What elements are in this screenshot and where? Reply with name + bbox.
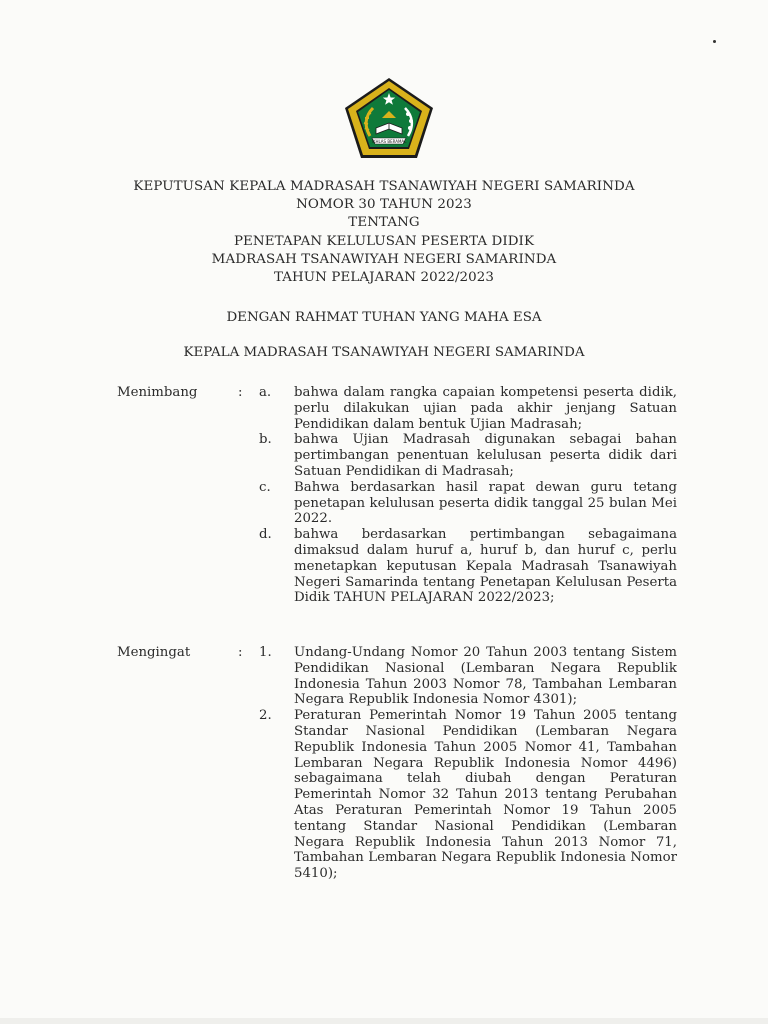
list-item <box>117 708 677 882</box>
decree-title-block <box>40 178 728 287</box>
item-text: Undang-Undang Nomor 20 Tahun 2003 tentang Sistem Pendidikan Nasional (Lembaran Negara Republik Indonesia Tahun 2003 Nomor 78, Tambahan Lembaran Negara Republik Indonesia Nomor 4301); <box>294 645 677 708</box>
scan-speck <box>713 40 716 43</box>
item-text: bahwa Ujian Madrasah digunakan sebagai bahan pertimbangan penentuan kelulusan peserta didik dari Satuan Pendidikan di Madrasah; <box>294 432 677 479</box>
ministry-emblem-icon <box>342 76 436 160</box>
item-marker: a. <box>259 385 272 400</box>
decree-subject: PENETAPAN KELULUSAN PESERTA DIDIK <box>233 233 535 249</box>
section-label: Menimbang <box>117 385 198 400</box>
list-item <box>117 645 677 708</box>
decree-number: NOMOR 30 TAHUN 2023 <box>296 197 472 213</box>
decree-title: KEPUTUSAN KEPALA MADRASAH TSANAWIYAH NEGERI SAMARINDA <box>133 179 635 194</box>
list-item <box>117 385 677 432</box>
item-marker: 1. <box>259 645 272 660</box>
mengingat-section <box>117 645 677 882</box>
decree-academic-year: TAHUN PELAJARAN 2022/2023 <box>273 270 495 286</box>
item-text: Peraturan Pemerintah Nomor 19 Tahun 2005 tentang Standar Nasional Pendidikan (Lembaran Negara Republik Indonesia Tahun 2005 Nomor 41, Tambahan Lembaran Negara Republik Indonesia Nomor 4496) sebagaimana telah diubah dengan Peraturan Pemerintah Nomor 32 Tahun 2013 tentang Perubahan Atas Peraturan Pemerintah Nomor 19 Tahun 2005 tentang Standar Nasional Pendidikan (Lembaran Negara Republik Indonesia Tahun 2013 Nomor 71, Tambahan Lembaran Negara Republik Indonesia Nomor 5410); <box>294 708 677 882</box>
decree-institution: MADRASAH TSANAWIYAH NEGERI SAMARINDA <box>211 251 557 267</box>
list-item <box>117 480 677 527</box>
section-colon: : <box>238 385 243 400</box>
list-item <box>117 527 677 606</box>
decree-about: TENTANG <box>348 215 420 231</box>
menimbang-section <box>117 385 677 606</box>
item-marker: b. <box>259 432 272 448</box>
svg-text:IKHLAS BERAMAL: IKHLAS BERAMAL <box>371 138 407 144</box>
item-marker: c. <box>259 479 271 495</box>
item-marker: 2. <box>259 708 272 724</box>
blessing-line: DENGAN RAHMAT TUHAN YANG MAHA ESA <box>226 310 542 325</box>
section-label: Mengingat <box>117 645 191 660</box>
item-text: bahwa dalam rangka capaian kompetensi peserta didik, perlu dilakukan ujian pada akhir jenjang Satuan Pendidikan dalam bentuk Ujian Madrasah; <box>294 385 677 432</box>
page-bottom-edge <box>0 1018 768 1024</box>
item-marker: d. <box>259 527 272 543</box>
section-colon: : <box>238 645 243 660</box>
list-item <box>117 432 677 479</box>
item-text: Bahwa berdasarkan hasil rapat dewan guru tetang penetapan kelulusan peserta didik tanggal 25 bulan Mei 2022. <box>294 479 677 527</box>
authority-line: KEPALA MADRASAH TSANAWIYAH NEGERI SAMARINDA <box>183 345 585 360</box>
item-text: bahwa berdasarkan pertimbangan sebagaimana dimaksud dalam huruf a, huruf b, dan huruf c, perlu menetapkan keputusan Kepala Madrasah Tsanawiyah Negeri Samarinda tentang Penetapan Kelulusan Peserta Didik TAHUN PELAJARAN 2022/2023; <box>294 527 677 606</box>
